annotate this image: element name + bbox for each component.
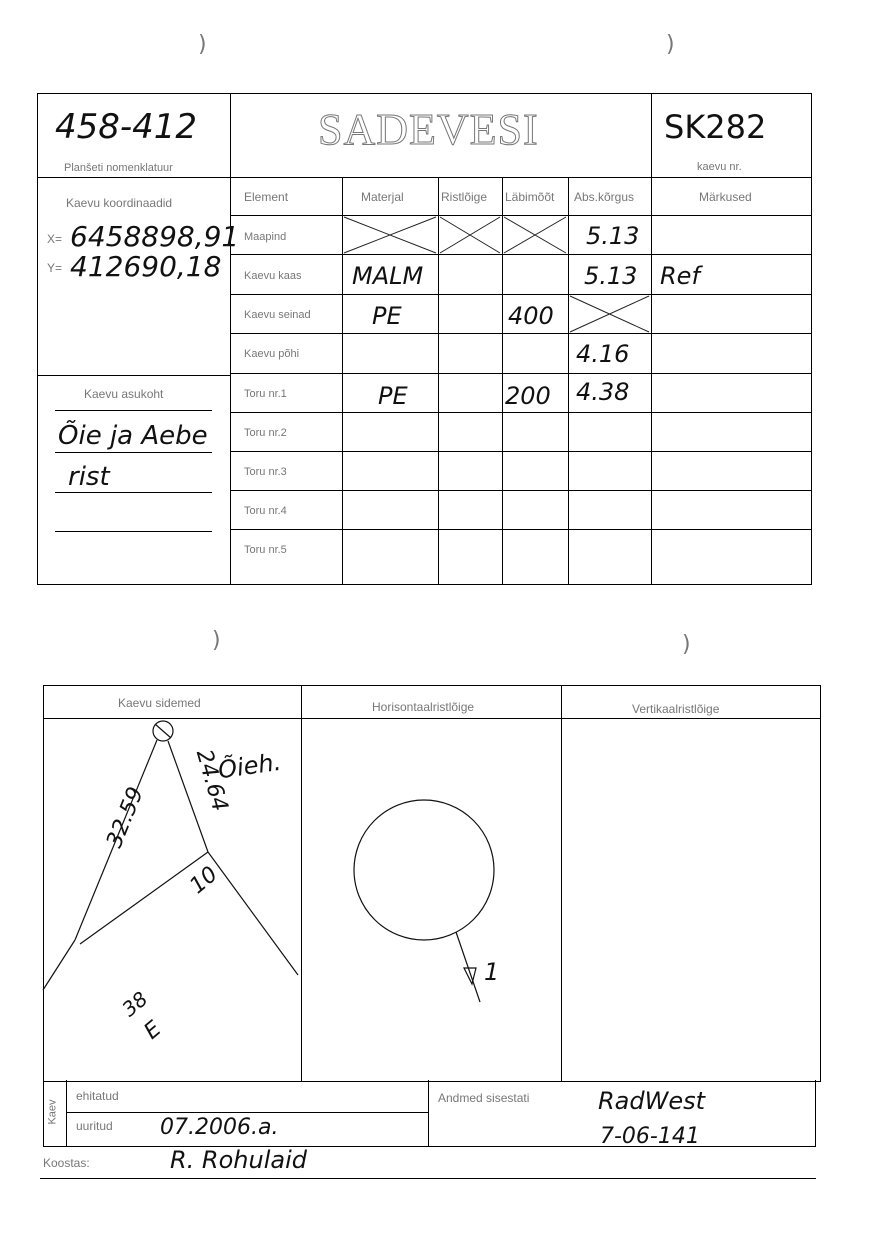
dim-a: 32.59 <box>102 783 149 852</box>
sketch-col1-label: Kaevu sidemed <box>118 696 201 710</box>
header-ristloige: Ristlõige <box>441 190 488 204</box>
cell-abs: 5.13 <box>586 222 640 250</box>
mark-e: E <box>139 1016 167 1045</box>
footer-side-label: Kaev <box>46 1099 59 1125</box>
cell-labimoot: 400 <box>508 302 554 330</box>
well-number: SK282 <box>664 108 767 146</box>
header-element: Element <box>244 190 289 204</box>
cell-abs: 4.16 <box>576 340 630 368</box>
cell-abs: 4.38 <box>576 378 630 406</box>
punch-hole: ) <box>682 632 691 657</box>
sketch-col2-label: Horisontaalristlõige <box>372 700 475 714</box>
street-label: Õieh. <box>216 747 283 785</box>
punch-hole: ) <box>212 628 221 653</box>
row-element-label: Kaevu põhi <box>244 348 300 360</box>
built-label: ehitatud <box>76 1089 119 1103</box>
mark-38: 38 <box>117 986 153 1022</box>
location-line1: Õie ja Aebe <box>58 421 208 451</box>
coord-x-value: 6458898,91 <box>70 220 240 253</box>
punch-hole: ) <box>666 32 675 57</box>
header-labimoot: Läbimõõt <box>505 190 555 204</box>
pipe-label: 1 <box>484 958 500 986</box>
row-element-label: Toru nr.4 <box>244 505 287 517</box>
coords-label: Kaevu koordinaadid <box>66 196 173 210</box>
cell-markused: Ref <box>660 262 700 290</box>
row-element-label: Toru nr.3 <box>244 466 287 478</box>
nomenclature-value: 458-412 <box>55 107 198 147</box>
dim-b: 24.64 <box>190 746 233 815</box>
sketch-col3-label: Vertikaalristlõige <box>632 702 720 716</box>
location-line2: rist <box>68 462 110 492</box>
cell-materjal: PE <box>372 302 402 330</box>
row-element-label: Toru nr.1 <box>244 388 287 400</box>
nomenclature-label: Planšeti nomenklatuur <box>64 162 173 174</box>
card-title: SADEVESI <box>318 105 539 154</box>
compiled-label: Koostas: <box>43 1156 90 1170</box>
cell-materjal: PE <box>378 382 408 410</box>
row-element-label: Toru nr.5 <box>244 544 287 556</box>
coord-y-value: 412690,18 <box>70 250 222 283</box>
cell-materjal: MALM <box>352 262 424 290</box>
row-element-label: Kaevu seinad <box>244 309 311 321</box>
cell-labimoot: 200 <box>505 382 551 410</box>
data-entered-signature: RadWest <box>598 1087 706 1115</box>
data-entered-date: 7-06-141 <box>600 1124 700 1149</box>
surveyed-value: 07.2006.a. <box>160 1115 279 1140</box>
punch-hole: ) <box>198 32 207 57</box>
cell-abs: 5.13 <box>584 262 638 290</box>
coord-x-label: X= <box>47 232 63 246</box>
well-number-label: kaevu nr. <box>697 161 742 173</box>
surveyed-label: uuritud <box>76 1119 113 1133</box>
data-entered-label: Andmed sisestati <box>438 1091 530 1105</box>
row-element-label: Maapind <box>244 231 287 243</box>
compiled-value: R. Rohulaid <box>170 1146 307 1174</box>
row-element-label: Kaevu kaas <box>244 270 302 282</box>
row-element-label: Toru nr.2 <box>244 427 287 439</box>
header-abs-korgus: Abs.kõrgus <box>574 190 635 204</box>
coord-y-label: Y= <box>47 261 63 275</box>
header-markused: Märkused <box>699 190 752 204</box>
header-materjal: Materjal <box>361 190 404 204</box>
dim-c: 10 <box>185 861 223 900</box>
location-label: Kaevu asukoht <box>84 387 164 401</box>
